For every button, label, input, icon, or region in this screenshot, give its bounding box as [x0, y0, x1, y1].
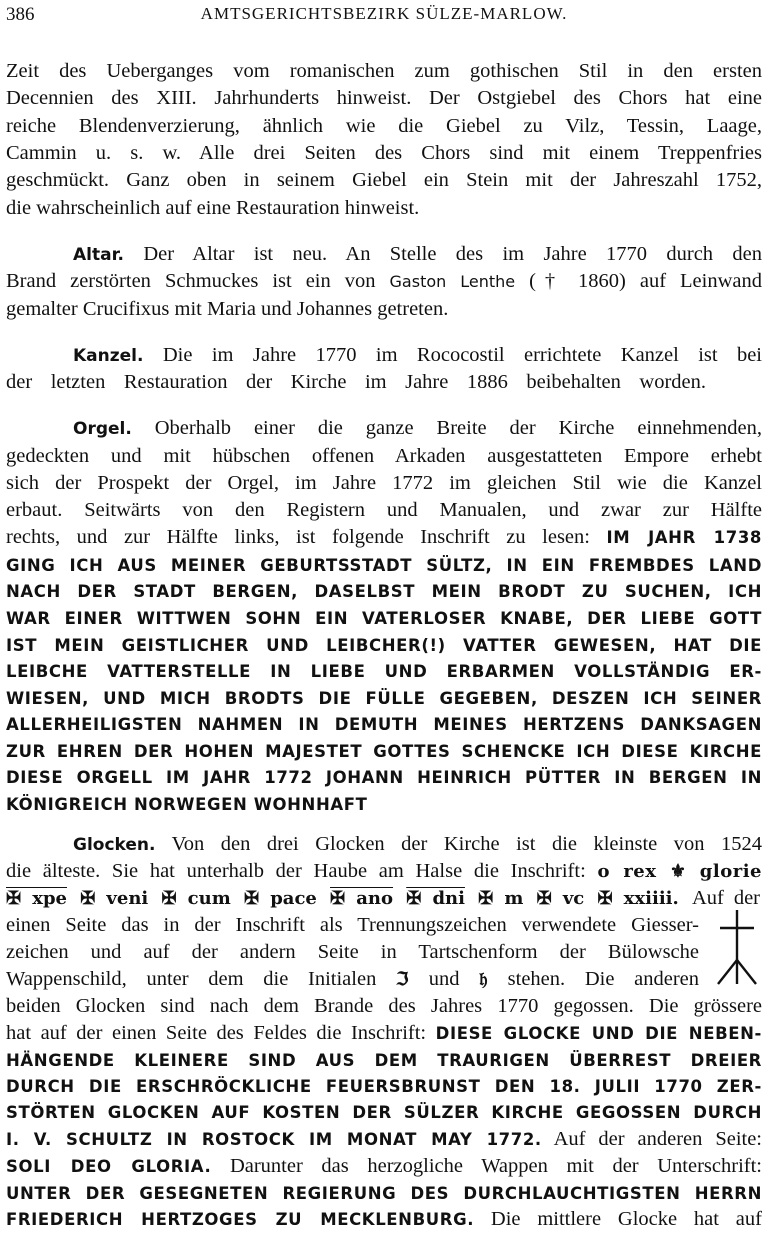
- orgel-heading: Orgel.: [73, 419, 132, 439]
- text-line: geschmückt. Ganz oben in seinem Giebel ein Stein mit der Jahreszahl 1752,: [6, 169, 762, 191]
- text-line: erbaut. Seitwärts von den Registern und Manualen, und zwar zur Hälfte: [6, 499, 762, 521]
- glocken-gothic-line: ✠ xpe ✠ veni ✠ cum ✠ pace ✠ ano ✠ dni ✠ m ✠ vc ✠ xxiiii. Auf der: [6, 887, 761, 909]
- glocken-line-12: I. V. SCHULTZ IN ROSTOCK IM MONAT MAY 1772. Auf der anderen Seite:: [6, 1128, 763, 1150]
- bell-inscription-gothic: o rex ⚜ glorie: [597, 861, 763, 882]
- inscription-line: STÖRTEN GLOCKEN AUF KOSTEN DER SÜLZER KIRCHE GEGOSSEN DURCH: [6, 1103, 762, 1122]
- glocken-line-8: hat auf der einen Seite des Feldes die Inschrift: DIESE GLOCKE UND DIE NEBEN-: [6, 1022, 762, 1044]
- altar-heading: Altar.: [73, 245, 124, 265]
- founder-mark-icon: [714, 908, 760, 986]
- text-line: die wahrscheinlich auf eine Restauration hinweist.: [6, 197, 420, 219]
- inscription-line: KÖNIGREICH NORWEGEN WOHNHAFT: [6, 795, 368, 814]
- glocken-line-15: FRIEDERICH HERTZOGES ZU MECKLENBURG. Die mittlere Glocke hat auf: [6, 1208, 762, 1230]
- text-line: Cammin u. s. w. Alle drei Seiten des Chors sind mit einem Treppenfries: [6, 142, 762, 164]
- inscription-line: GING ICH AUS MEINER GEBURTSSTADT SÜLTZ, IN EIN FREMBDES LAND: [6, 556, 762, 575]
- kanzel-line-1: Kanzel. Die im Jahre 1770 im Rococostil errichtete Kanzel ist bei: [73, 344, 762, 366]
- text-line: gedeckten und mit hübschen offenen Arkaden ausgestatteten Empore erhebt: [6, 445, 762, 467]
- running-title: AMTSGERICHTSBEZIRK SÜLZE-MARLOW.: [200, 4, 568, 23]
- altar-line-3: gemalter Crucifixus mit Maria und Johannes getreten.: [6, 298, 449, 320]
- text-line: Zeit des Ueberganges vom romanischen zum gothischen Stil in den ersten: [6, 60, 762, 82]
- page-header: [6, 4, 762, 28]
- orgel-line-5: rechts, und zur Hälfte links, ist folgende Inschrift zu lesen: IM JAHR 1738: [6, 526, 762, 548]
- page-number: 386: [6, 4, 35, 25]
- inscription-line: ZUR EHREN DER HOHEN MAJESTET GOTTES SCHENCKE ICH DIESE KIRCHE: [6, 742, 762, 761]
- kanzel-heading: Kanzel.: [73, 346, 144, 366]
- glocken-line-1: Glocken. Von den drei Glocken der Kirche ist die kleinste von 1524: [73, 833, 762, 855]
- inscription-line: DURCH DIE ERSCHRÖCKLICHE FEUERSBRUNST DEN 18. JULII 1770 ZER-: [6, 1077, 762, 1096]
- inscription-line: ALLERHEILIGSTEN NAHMEN IN DEMUTH MEINES HERTZENS DANKSAGEN: [6, 715, 762, 734]
- glocken-line-6: Wappenschild, unter dem die Initialen ℑ und 𝔥 stehen. Die anderen: [6, 968, 700, 990]
- orgel-line-1: Orgel. Oberhalb einer die ganze Breite der Kirche einnehmenden,: [73, 417, 762, 439]
- glocken-line-13: SOLI DEO GLORIA. Darunter das herzogliche Wappen mit der Unterschrift:: [6, 1155, 762, 1177]
- altar-line-1: Altar. Der Altar ist neu. An Stelle des im Jahre 1770 durch den: [73, 243, 762, 265]
- text-line: sich der Prospekt der Orgel, im Jahre 1772 im gleichen Stil wie die Kanzel: [6, 472, 762, 494]
- kanzel-line-2: der letzten Restauration der Kirche im Jahre 1886 beibehalten worden.: [6, 371, 706, 393]
- inscription-line: WIESEN, UND MICH BRODTS DIE FÜLLE GEGEBEN, DESZEN ICH SEINER: [6, 689, 762, 708]
- inscription-line: IST MEIN GEISTLICHER UND LEIBCHER(!) VATTER GEWESEN, HAT DIE: [6, 636, 762, 655]
- glocken-heading: Glocken.: [73, 835, 156, 855]
- text-line: zeichen und auf der andern Seite in Tartschenform der Bülowsche: [6, 941, 699, 963]
- initial-i: ℑ: [396, 969, 410, 990]
- text-line: reiche Blendenverzierung, ähnlich wie die Giebel zu Vilz, Tessin, Laage,: [6, 115, 762, 137]
- glocken-line-2: die älteste. Sie hat unterhalb der Haube am Halse die Inschrift: o rex ⚜ glorie: [6, 860, 763, 882]
- inscription-line: LEIBCHE VATTERSTELLE IN LIEBE UND ERBARMEN VOLLSTÄNDIG ER-: [6, 662, 762, 681]
- inscription-line: DIESE ORGELL IM JAHR 1772 JOHANN HEINRICH PÜTTER IN BERGEN IN: [6, 768, 762, 787]
- initial-h: 𝔥: [479, 969, 488, 990]
- altar-line-2: Brand zerstörten Schmuckes ist ein von Gaston Lenthe († 1860) auf Leinwand: [6, 270, 762, 292]
- inscription-line: UNTER DER GESEGNETEN REGIERUNG DES DURCHLAUCHTIGSTEN HERRN: [6, 1184, 762, 1203]
- inscription-line: NACH DER STADT BERGEN, DASELBST MEIN BRODT ZU SUCHEN, ICH: [6, 582, 762, 601]
- inscription-line: WAR EINER WITTWEN SOHN EIN VATERLOSER KNABE, DER LIEBE GOTT: [6, 609, 762, 628]
- inscription-line: HÄNGENDE KLEINERE SIND AUS DEM TRAURIGEN ÜBERREST DREIER: [6, 1051, 762, 1070]
- text-line: einen Seite das in der Inschrift als Trennungszeichen verwendete Giesser-: [6, 914, 699, 936]
- text-line: Decennien des XIII. Jahrhunderts hinweist. Der Ostgiebel des Chors hat eine: [6, 87, 762, 109]
- text-line: beiden Glocken sind nach dem Brande des Jahres 1770 gegossen. Die grössere: [6, 995, 762, 1017]
- painter-name: Gaston Lenthe: [389, 272, 516, 291]
